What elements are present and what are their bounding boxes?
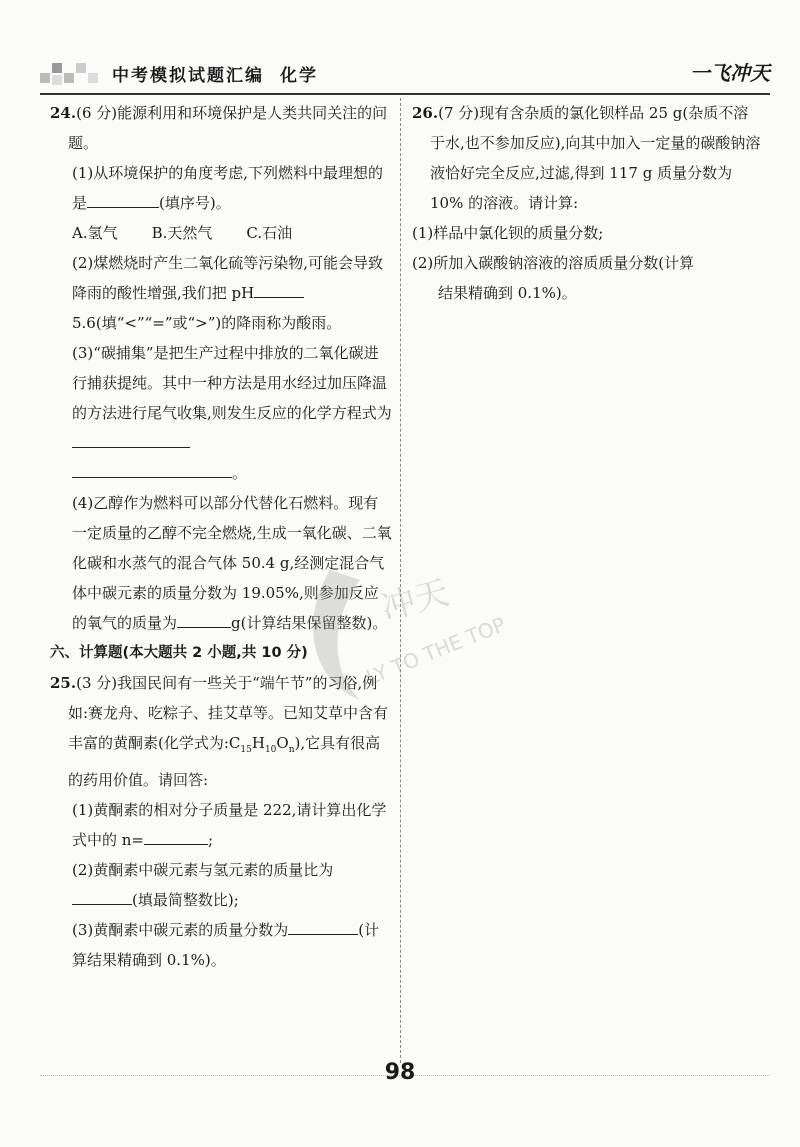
checker-decoration-icon	[40, 59, 100, 87]
brand-logo: 一飞冲天	[690, 61, 770, 85]
answer-blank[interactable]	[177, 609, 231, 628]
left-column	[50, 98, 392, 975]
section-heading: 六、计算题(本大题共 2 小题,共 10 分)	[50, 645, 308, 661]
question-24-part-2: (2)煤燃烧时产生二氧化硫等污染物,可能会导致降雨的酸性增强,我们把 pH5.6(填“<”“=”或“>”)的降雨称为酸雨。	[72, 254, 384, 332]
answer-blank[interactable]	[72, 886, 132, 905]
answer-blank[interactable]	[87, 189, 159, 208]
answer-blank[interactable]	[288, 916, 358, 935]
question-25-part-2: (2)黄酮素中碳元素与氢元素的质量比为(填最简整数比);	[72, 861, 334, 909]
watermark-logo	[290, 560, 530, 710]
question-24-part-4: (4)乙醇作为燃料可以部分代替化石燃料。现有一定质量的乙醇不完全燃烧,生成一氧化碳、二氧化碳和水蒸气的混合气体 50.4 g,经测定混合气体中碳元素的质量分数为 19.05%,则参加反应的氧气的质量为 g(计算结果保留整数)。	[72, 494, 392, 632]
question-24-intro: 24.(6 分)能源利用和环境保护是人类共同关注的问题。	[50, 104, 388, 152]
watermark-cn: 冲天	[376, 572, 454, 629]
book-title: 中考模拟试题汇编 化学	[112, 66, 318, 86]
question-25-intro: 25.(3 分)我国民间有一些关于“端午节”的习俗,例如:赛龙舟、吃粽子、挂艾草等。已知艾草中含有丰富的黄酮素(化学式为$:C_{15}H_{10}O_n$),它具有很高的药用价值。请回答:	[50, 674, 389, 789]
question-25-part-1: (1)黄酮素的相对分子质量是 222,请计算出化学式中的 n= ;	[72, 801, 387, 849]
page-header	[40, 55, 770, 91]
right-column	[412, 98, 762, 308]
page-number: 98	[384, 1060, 416, 1085]
question-26-intro: 26.(7 分)现有含杂质的氯化钡样品 25 g(杂质不溶于水,也不参加反应),向其中加入一定量的碳酸钠溶液恰好完全反应,过滤,得到 117 g 质量分数为 10% 的溶液。请计算:	[412, 104, 761, 212]
question-24-options: A.氢气 B.天然气 C.石油	[72, 224, 293, 242]
answer-blank[interactable]	[144, 826, 208, 845]
question-25-part-3: (3)黄酮素中碳元素的质量分数为 (计算结果精确到 0.1%)。	[50, 915, 392, 975]
answer-blank[interactable]	[72, 429, 190, 448]
answer-blank[interactable]	[72, 459, 232, 478]
question-26-part-2: (2)所加入碳酸钠溶液的溶质质量分数(计算 结果精确到 0.1%)。	[412, 254, 695, 302]
watermark-en: LY TO THE TOP	[362, 612, 509, 690]
header-rule	[40, 93, 770, 95]
answer-blank[interactable]	[254, 279, 304, 298]
question-24-part-3: (3)“碳捕集”是把生产过程中排放的二氧化碳进行捕获提纯。其中一种方法是用水经过加压降温的方法进行尾气收集,则发生反应的化学方程式为 。	[72, 344, 392, 482]
question-24-part-1: (1)从环境保护的角度考虑,下列燃料中最理想的是 (填序号)。	[72, 164, 384, 212]
question-26-part-1: (1)样品中氯化钡的质量分数;	[412, 224, 604, 242]
